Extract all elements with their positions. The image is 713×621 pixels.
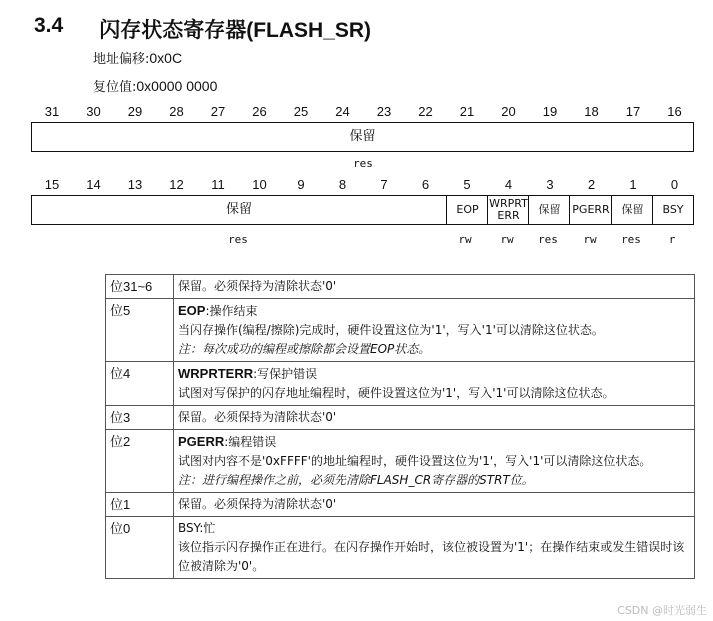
bit-number: 19: [542, 104, 558, 119]
bit-number: 16: [667, 104, 682, 119]
bit-number: 15: [44, 177, 60, 192]
access-type: rw: [500, 233, 514, 246]
section-heading: [34, 14, 371, 44]
reserved-bit3-field: 保留: [528, 196, 570, 224]
reset-value: 0x0000 0000: [136, 78, 218, 94]
table-row: [106, 493, 695, 517]
bit-title: [178, 301, 690, 321]
bit-number: 0: [670, 177, 679, 192]
lower-register-box: [31, 195, 694, 225]
bit-description: [174, 430, 695, 493]
bit-position: 位1: [106, 493, 174, 517]
lower-access-row: [31, 233, 696, 247]
bit-note: 注：每次成功的编程或擦除都会设置EOP状态。: [178, 342, 431, 356]
bit-description: 保留。必须保持为清除状态'0': [174, 275, 695, 299]
upper-register-box: [31, 122, 694, 152]
table-row: [106, 299, 695, 362]
offset-value: 0x0C: [149, 50, 183, 66]
bit-position: 位3: [106, 406, 174, 430]
table-row: [106, 362, 695, 406]
bit-number: 30: [86, 104, 101, 119]
bit-number: 11: [211, 177, 225, 192]
bit-position: 位4: [106, 362, 174, 406]
upper-reserved-field: 保留: [349, 129, 376, 145]
bit-description: 保留。必须保持为清除状态'0': [174, 493, 695, 517]
bit-number: 29: [127, 104, 143, 119]
bit-number: 4: [504, 177, 513, 192]
bit-title-text: :忙: [199, 521, 216, 535]
bit-number: 1: [629, 177, 637, 192]
bit-title-text: :编程错误: [224, 435, 277, 449]
bit-number: 8: [338, 177, 347, 192]
lower-bit-numbers: [31, 177, 696, 193]
access-type: res: [538, 233, 558, 246]
bit-number: 17: [625, 104, 641, 119]
bit-number: 26: [252, 104, 267, 119]
bit-position: 位5: [106, 299, 174, 362]
bit-number: 9: [297, 177, 305, 192]
lower-reserved-field: 保留: [225, 202, 252, 218]
access-type: res: [228, 233, 248, 246]
bit-description: 保留。必须保持为清除状态'0': [174, 406, 695, 430]
address-offset-line: [93, 48, 182, 67]
bit-number: 18: [584, 104, 599, 119]
bit-number: 22: [418, 104, 433, 119]
bsy-field: BSY: [652, 196, 693, 224]
bit-title-text: :写保护错误: [253, 367, 318, 381]
access-type: res: [621, 233, 641, 246]
bit-position: 位2: [106, 430, 174, 493]
bit-number: 28: [169, 104, 184, 119]
bit-number: 25: [293, 104, 309, 119]
table-row: [106, 275, 695, 299]
bit-position: 位0: [106, 517, 174, 579]
bit-number: 5: [463, 177, 471, 192]
bit-number: 14: [86, 177, 101, 192]
section-number: 3.4: [34, 14, 64, 37]
table-row: [106, 430, 695, 493]
table-row: [106, 406, 695, 430]
bit-number: 31: [44, 104, 60, 119]
wrprterr-field-line2: ERR: [497, 209, 520, 222]
bit-note: 注：进行编程操作之前，必须先清除FLASH_CR寄存器的STRT位。: [178, 473, 534, 487]
bit-number: 6: [421, 177, 430, 192]
bit-number: 7: [380, 177, 388, 192]
reset-label: 复位值:: [93, 80, 137, 95]
section-title: 闪存状态寄存器(FLASH_SR): [99, 19, 372, 42]
bit-name: BSY: [178, 521, 200, 535]
bit-title: [178, 432, 690, 452]
offset-label: 地址偏移:: [93, 52, 150, 67]
bit-number: 3: [546, 177, 554, 192]
bit-title-text: :操作结束: [205, 304, 258, 318]
eop-field: EOP: [446, 196, 488, 224]
bit-detail: 该位指示闪存操作正在进行。在闪存操作开始时，该位被设置为'1'；在操作结束或发生错误时该位被清除为'0'。: [178, 540, 685, 573]
bit-detail: 试图对写保护的闪存地址编程时，硬件设置这位为'1'，写入'1'可以清除这位状态。: [178, 386, 615, 400]
bit-name: EOP: [178, 303, 206, 318]
bit-number: 20: [501, 104, 516, 119]
bit-number: 21: [459, 104, 475, 119]
access-type: rw: [458, 233, 472, 246]
reset-value-line: [93, 76, 217, 95]
upper-access-row: [31, 157, 696, 171]
bit-number: 12: [169, 177, 184, 192]
bit-position: 位31~6: [106, 275, 174, 299]
bit-description: [174, 517, 695, 579]
reserved-bit1-field: 保留: [611, 196, 653, 224]
bit-title: [178, 364, 690, 384]
bit-number: 27: [210, 104, 226, 119]
wrprterr-field: [487, 196, 529, 224]
bit-description-table: [105, 274, 695, 579]
bit-detail: 试图对内容不是'0xFFFF'的地址编程时，硬件设置这位为'1'，写入'1'可以清除这位状态。: [178, 454, 652, 468]
bit-number: 10: [252, 177, 267, 192]
bit-title: [178, 519, 690, 538]
bit-name: PGERR: [178, 434, 225, 449]
upper-bit-numbers: [31, 104, 696, 120]
bit-number: 24: [335, 104, 350, 119]
access-type: rw: [583, 233, 597, 246]
bit-detail: 当闪存操作(编程/擦除)完成时，硬件设置这位为'1'，写入'1'可以清除这位状态。: [178, 323, 604, 337]
bit-name: WRPRTERR: [178, 366, 254, 381]
bit-description: [174, 299, 695, 362]
access-type: r: [668, 233, 676, 246]
pgerr-field: PGERR: [569, 196, 612, 224]
table-row: [106, 517, 695, 579]
bit-description: [174, 362, 695, 406]
bit-number: 23: [376, 104, 392, 119]
bit-number: 13: [127, 177, 143, 192]
upper-access-type: res: [353, 157, 373, 170]
wrprterr-field-line1: WRPRT: [489, 197, 528, 211]
watermark: CSDN @时光弱生: [617, 604, 707, 617]
bit-number: 2: [587, 177, 596, 192]
